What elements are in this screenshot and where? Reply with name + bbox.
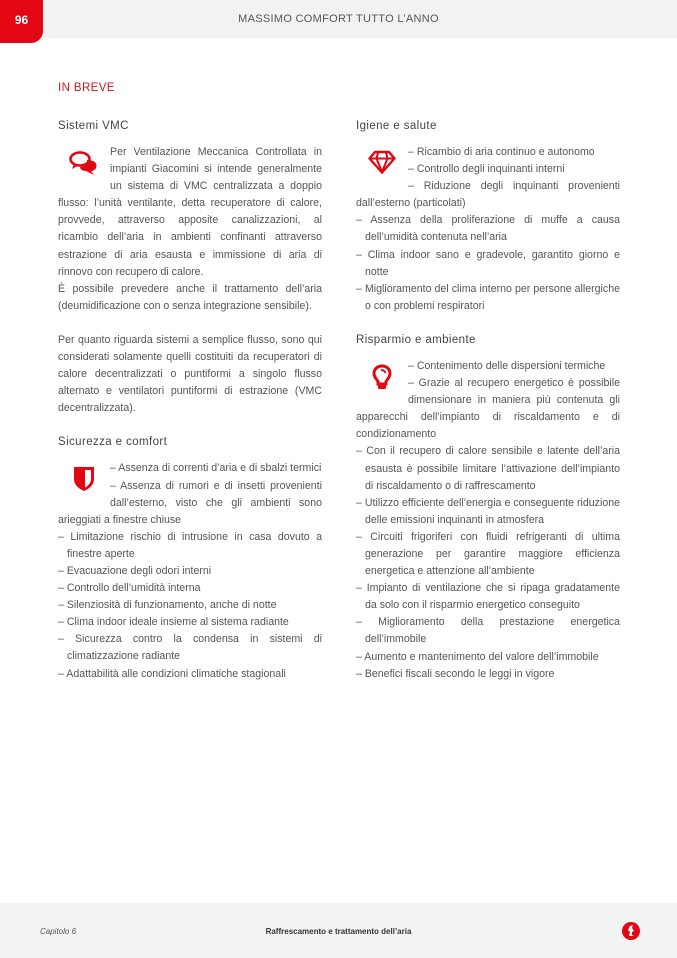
sicurezza-item: – Sicurezza contro la condensa in sistemi di climatizzazione radiante xyxy=(58,633,322,663)
diamond-icon xyxy=(356,144,408,190)
igiene-item: – Assenza della proliferazione di muffe a causa dell’umidità contenuta nell’aria xyxy=(356,214,620,244)
section-title-igiene: Igiene e salute xyxy=(356,120,437,132)
page-footer xyxy=(0,903,677,958)
lightbulb-icon xyxy=(356,358,408,404)
risparmio-item: – Contenimento delle dispersioni termiche xyxy=(408,359,606,372)
left-column xyxy=(58,118,322,683)
risparmio-item: – Aumento e mantenimento del valore dell’immobile xyxy=(356,650,599,663)
footer-chapter: Capitolo 6 xyxy=(40,927,77,936)
sicurezza-item: – Silenziosità di funzionamento, anche di notte xyxy=(58,599,277,612)
risparmio-item: – Grazie al recupero energetico è possibile dimensionare in maniera più contenuta gli apparecchi dell’impianto di riscaldamento e di condizionamento xyxy=(356,377,620,441)
igiene-item: – Controllo degli inquinanti interni xyxy=(408,163,565,176)
header-title: MASSIMO COMFORT TUTTO L’ANNO xyxy=(238,13,439,25)
sistemi-vmc-paragraph-3: Per quanto riguarda sistemi a semplice flusso, sono qui considerati solamente quelli costituiti da recuperatori di calore decentralizzati o puntiformi a singolo flusso alternato e ventilatori puntiformi di estrazione (VMC decentralizzata). xyxy=(58,333,322,415)
igiene-item: – Miglioramento del clima interno per persone allergiche o con problemi respiratori xyxy=(356,282,620,312)
sicurezza-item: – Assenza di rumori e di insetti provenienti dall’esterno, visto che gli ambienti sono arieggiati a finestre chiuse xyxy=(58,479,322,526)
sicurezza-item: – Clima indoor ideale insieme al sistema radiante xyxy=(58,616,289,629)
sistemi-vmc-paragraph-1: Per Ventilazione Meccanica Controllata in impianti Giacomini si intende generalmente un sistema di VMC centralizzata a doppio flusso: l’unità ventilante, detta recuperatore di calore, provvede, attraverso apposite canalizzazioni, al ricambio dell’aria in ambienti confinanti attraverso estrazione di aria esausta e immissione di aria di rinnovo con recupero di calore. xyxy=(58,146,322,278)
sicurezza-item: – Limitazione rischio di intrusione in casa dovuto a finestre aperte xyxy=(58,530,322,560)
section-title-risparmio: Risparmio e ambiente xyxy=(356,333,476,346)
sistemi-vmc-paragraph-2: È possibile prevedere anche il trattamento dell’aria (deumidificazione con o senza integrazione sensibile). xyxy=(58,282,322,312)
chat-bubbles-icon xyxy=(58,144,110,190)
right-column xyxy=(356,118,620,683)
risparmio-item: – Circuiti frigoriferi con fluidi refrigeranti di ultima generazione per garantire maggiore efficienza energetica e attenzione all’ambiente xyxy=(356,530,620,578)
igiene-item: – Clima indoor sano e gradevole, garantito giorno e notte xyxy=(356,248,620,278)
igiene-item: – Ricambio di aria continuo e autonomo xyxy=(408,146,595,158)
shield-icon xyxy=(58,460,110,506)
section-title-sistemi-vmc: Sistemi VMC xyxy=(58,120,129,132)
risparmio-item: – Con il recupero di calore sensibile e latente dell’aria esausta è possibile limitare l’attivazione dell’impianto di riscaldamento o di raffrescamento xyxy=(356,445,620,492)
in-breve-heading: IN BREVE xyxy=(58,82,115,94)
igiene-item: – Riduzione degli inquinanti provenienti dall’esterno (particolati) xyxy=(356,180,620,210)
section-title-sicurezza: Sicurezza e comfort xyxy=(58,436,168,449)
sicurezza-item: – Adattabilità alle condizioni climatiche stagionali xyxy=(58,667,286,680)
risparmio-item: – Miglioramento della prestazione energetica dell’immobile xyxy=(356,616,620,646)
risparmio-item: – Utilizzo efficiente dell’energia e conseguente riduzione delle emissioni inquinanti in atmosfera xyxy=(356,496,620,526)
sicurezza-item: – Evacuazione degli odori interni xyxy=(58,564,212,577)
page-number-badge: 96 xyxy=(0,0,43,43)
page-header xyxy=(0,0,677,38)
giacomini-logo-icon xyxy=(622,922,640,940)
risparmio-item: – Impianto di ventilazione che si ripaga gradatamente da solo con il risparmio energetico conseguito xyxy=(356,582,620,612)
risparmio-item: – Benefici fiscali secondo le leggi in vigore xyxy=(356,667,555,680)
footer-section-title: Raffrescamento e trattamento dell’aria xyxy=(265,927,412,936)
sicurezza-item: – Controllo dell’umidità interna xyxy=(58,582,201,595)
sicurezza-item: – Assenza di correnti d’aria e di sbalzi termici xyxy=(110,462,322,475)
